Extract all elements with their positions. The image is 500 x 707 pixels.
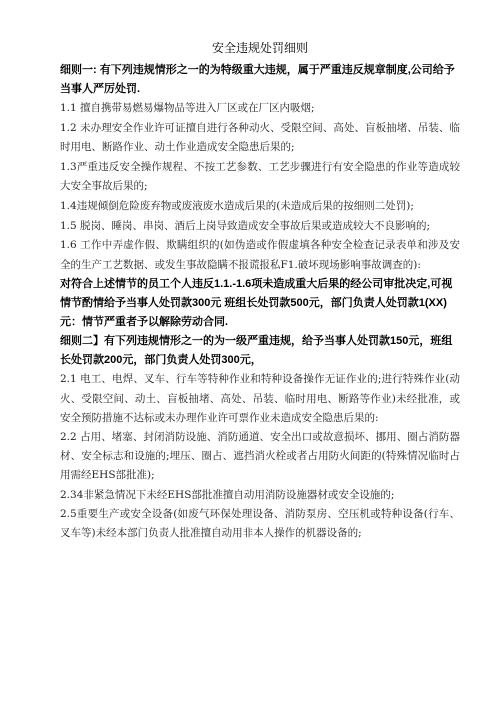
clause-1-1: 1.1 擅自携带易燃易爆物品等进入厂区或在厂区内吸烟; — [60, 102, 315, 114]
clause-1-2: 1.2 未办理安全作业许可证擅自进行各种动火、受限空间、高处、盲板抽堵、吊装、临时用电、断路作业、动土作业造成安全隐患后果的; — [60, 121, 460, 154]
clause-1-3: 1.3严重违反安全操作规程、不按工艺参数、工艺步骤进行有安全隐患的作业等造成较大安全事故后果的; — [60, 160, 460, 193]
clause-1-5: 1.5 脱岗、睡岗、串岗、酒后上岗导致造成安全事故后果或造成较大不良影响的; — [60, 219, 431, 232]
clause-1-4: 1.4违规倾倒危险废弃物或废液废水造成后果的(未造成后果的按细则二处罚); — [60, 199, 414, 212]
rule-two-heading: 细则二】有下列违规情形之一的为一级严重违规，给予当事人处罚款150元，班组长处罚款200元，部门负责人处罚300元， — [60, 335, 453, 367]
rule-one-penalty: 对符合上述情节的员工个人违反1.1.-1.6项未造成重大后果的经公司审批决定,可视情节酌情给予当事人处罚款300元 班组长处罚款500元，部门负责人处罚款1(XX)元：情节严重者予以解除劳动合同. — [60, 278, 453, 329]
rule-one-heading: 细则一: 有下列违规情形之一的为特级重大违规，属于严重违反规章制度,公司给予当事人严厉处罚. — [60, 64, 455, 95]
document-body — [60, 61, 460, 543]
clause-2-2: 2.2 占用、堵塞、封闭消防设施、消防通道、安全出口或故意损坏、挪用、圈占消防器材、安全标志和设施的;埋压、圈占、遮挡消火栓或者占用防火间距的(特殊情况临时占用需经EHS部批准); — [60, 430, 460, 482]
clause-2-3-4: 2.34非紧急情况下未经EHS部批准擅自动用消防设施器材或安全设施的; — [60, 488, 395, 501]
clause-2-5: 2.5重要生产或安全设备(如废气环保处理设备、消防泵房、空压机或特种设备(行车、叉车等)未经本部门负责人批准擅自动用非本人操作的机器设备的; — [60, 507, 460, 539]
document-title: 安全违规处罚细则 — [211, 41, 308, 55]
clause-2-1: 2.1 电工、电焊、叉车、行车等特种作业和特种设备操作无证作业的;进行特殊作业(动火、受限空间、动土、盲板抽堵、高处、吊装、临时用电、断路等作业)未经批准，或安全预防措施不达标或未办理作业许可票作业未造成安全隐患后果的: — [60, 373, 460, 424]
clause-1-6: 1.6 工作中弄虚作假、欺瞒组织的(如伪造或作假虚填各种安全检查记录表单和涉及安全的生产工艺数据、或发生事故隐瞒不报谎报私F1.破坏现场影响事故调查的): — [60, 239, 460, 271]
